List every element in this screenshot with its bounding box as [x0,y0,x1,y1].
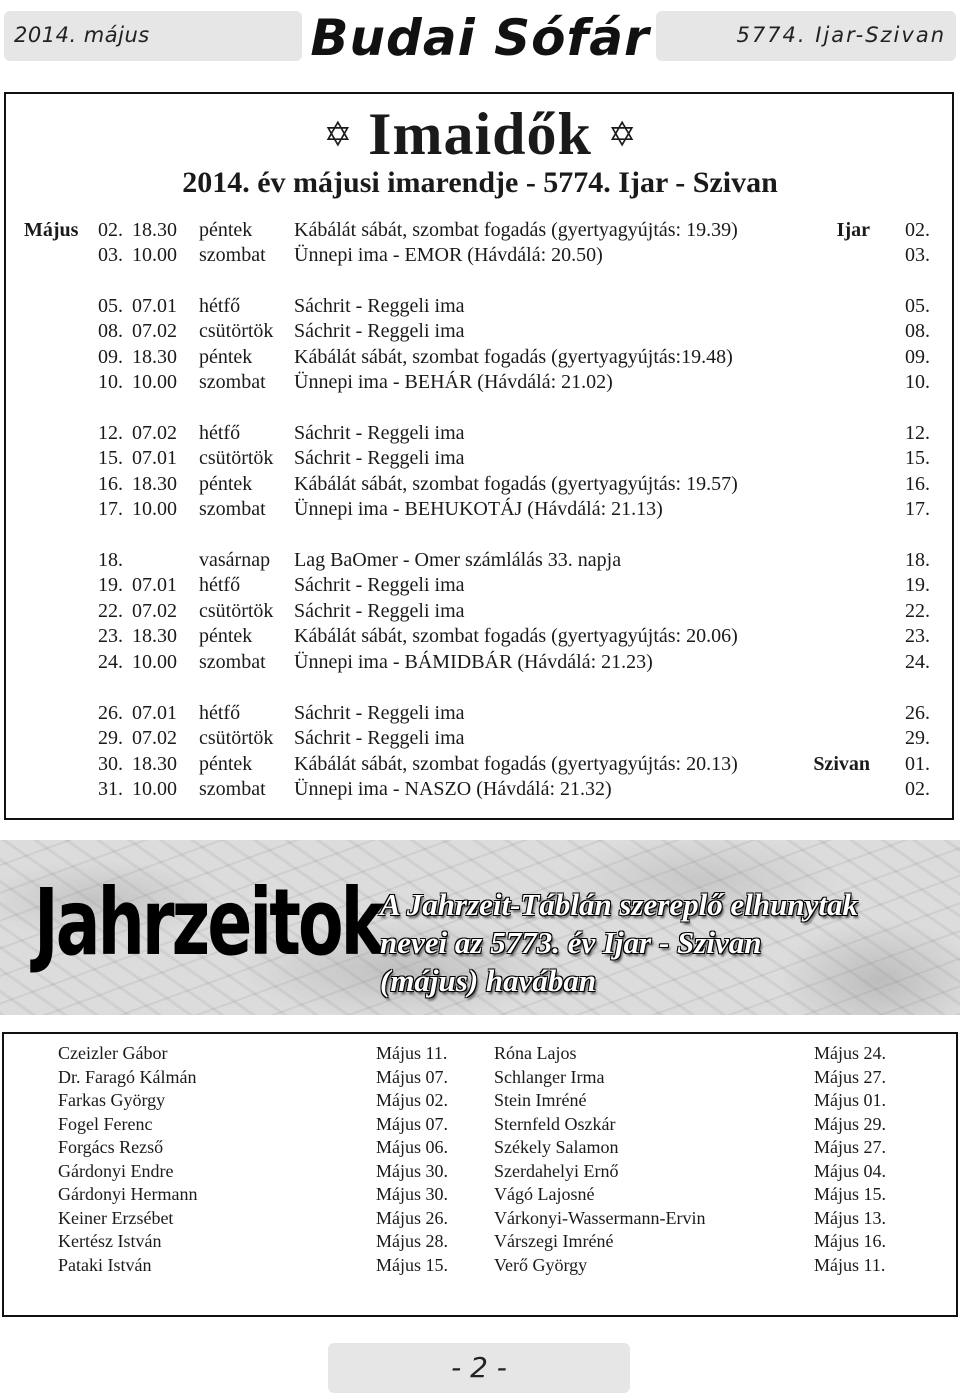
schedule-hmonth: Ijar [836,219,870,241]
schedule-desc: Sáchrit - Reggeli ima [294,295,465,317]
schedule-day: 03. [98,244,123,266]
schedule-dow: péntek [199,753,253,775]
schedule-time: 10.00 [132,651,177,673]
jahrzeit-name: Pataki István [58,1254,152,1275]
schedule-row [0,777,960,801]
schedule-dow: csütörtök [199,447,274,469]
schedule-time: 07.01 [132,295,177,317]
schedule-title [0,100,960,169]
jahrzeit-name: Sternfeld Oszkár [494,1113,616,1134]
schedule-time: 07.02 [132,727,177,749]
jahrzeit-subtitle-line: (május) havában [380,963,597,998]
header-date: 2014. május [14,23,150,47]
schedule-hday: 02. [905,219,930,241]
header-hebrew-date: 5774. Ijar-Szivan [736,23,946,47]
schedule-row [0,472,960,496]
schedule-row [0,294,960,318]
schedule-time: 18.30 [132,219,177,241]
schedule-hday: 18. [905,549,930,571]
jahrzeit-title: Jahrzeitok [34,869,382,976]
schedule-desc: Kábálát sábát, szombat fogadás (gyertyagyújtás: 20.13) [294,753,738,775]
schedule-desc: Ünnepi ima - BEHUKOTÁJ (Hávdálá: 21.13) [294,498,663,520]
schedule-dow: péntek [199,346,253,368]
schedule-row [0,421,960,445]
jahrzeit-date: Május 26. [376,1207,448,1228]
jahrzeit-date: Május 11. [814,1254,886,1275]
schedule-hday: 09. [905,346,930,368]
jahrzeit-date: Május 15. [814,1184,886,1204]
schedule-dow: péntek [199,473,253,495]
schedule-hday: 23. [905,625,930,647]
jahrzeit-date: Május 06. [376,1137,448,1157]
schedule-row [0,497,960,521]
schedule-row [0,650,960,674]
jahrzeit-name: Gárdonyi Endre [58,1160,174,1181]
schedule-time: 07.02 [132,320,177,342]
schedule-desc: Kábálát sábát, szombat fogadás (gyertyagyújtás: 19.57) [294,473,738,495]
schedule-desc: Kábálát sábát, szombat fogadás (gyertyagyújtás:19.48) [294,346,733,368]
schedule-dow: hétfő [199,574,241,596]
star-of-david-icon: ✡ [607,114,637,155]
schedule-time: 07.02 [132,422,177,444]
jahrzeit-name: Stein Imréné [494,1090,587,1110]
schedule-dow: vasárnap [199,549,271,571]
schedule-hday: 12. [905,422,930,444]
schedule-hday: 17. [905,498,930,520]
schedule-day: 17. [98,498,123,520]
schedule-row [0,624,960,648]
schedule-desc: Ünnepi ima - BEHÁR (Hávdálá: 21.02) [294,371,613,393]
schedule-time: 07.01 [132,702,177,724]
jahrzeit-name: Verő György [494,1254,588,1275]
jahrzeit-name: Róna Lajos [494,1043,577,1063]
schedule-hmonth: Szivan [813,753,870,775]
schedule-dow: szombat [199,498,266,520]
schedule-row [0,370,960,394]
schedule-hday: 10. [905,371,930,393]
jahrzeit-date: Május 29. [814,1113,886,1134]
jahrzeit-date: Május 28. [376,1231,448,1251]
schedule-day: 26. [98,702,123,724]
schedule-desc: Ünnepi ima - BÁMIDBÁR (Hávdálá: 21.23) [294,651,653,673]
schedule-day: 19. [98,574,123,596]
jahrzeit-date: Május 11. [376,1043,448,1063]
schedule-hday: 15. [905,447,930,469]
schedule-day: 15. [98,447,123,469]
schedule-day: 10. [98,371,123,393]
schedule-desc: Sáchrit - Reggeli ima [294,447,465,469]
schedule-row [0,345,960,369]
jahrzeit-date: Május 30. [376,1184,448,1204]
schedule-time: 10.00 [132,371,177,393]
jahrzeit-name: Várkonyi-Wassermann-Ervin [494,1207,706,1228]
schedule-time: 18.30 [132,753,177,775]
schedule-row [0,726,960,750]
schedule-dow: szombat [199,244,266,266]
jahrzeit-name: Vágó Lajosné [494,1184,595,1204]
jahrzeit-name: Szerdahelyi Ernő [494,1160,619,1181]
schedule-day: 18. [98,549,123,571]
schedule-hday: 19. [905,574,930,596]
schedule-dow: csütörtök [199,600,274,622]
schedule-desc: Sáchrit - Reggeli ima [294,600,465,622]
schedule-hday: 03. [905,244,930,266]
schedule-day: 02. [98,219,123,241]
page-number: - 2 - [451,1351,507,1384]
schedule-time: 10.00 [132,244,177,266]
jahrzeit-subtitle [380,886,950,1000]
jahrzeit-date: Május 01. [814,1090,886,1110]
jahrzeit-date: Május 30. [376,1160,448,1181]
schedule-hday: 26. [905,702,930,724]
schedule-time: 18.30 [132,473,177,495]
jahrzeit-date: Május 07. [376,1066,448,1087]
jahrzeit-name: Gárdonyi Hermann [58,1184,198,1204]
jahrzeit-name: Kertész István [58,1231,162,1251]
schedule-time: 10.00 [132,778,177,800]
schedule-desc: Kábálát sábát, szombat fogadás (gyertyagyújtás: 20.06) [294,625,738,647]
jahrzeit-name: Keiner Erzsébet [58,1207,174,1228]
schedule-row [0,319,960,343]
schedule-time: 07.02 [132,600,177,622]
jahrzeit-name: Forgács Rezső [58,1137,164,1157]
schedule-day: 29. [98,727,123,749]
schedule-time: 07.01 [132,574,177,596]
schedule-hday: 29. [905,727,930,749]
schedule-dow: szombat [199,778,266,800]
schedule-row [0,752,960,776]
jahrzeit-name: Fogel Ferenc [58,1113,153,1134]
schedule-day: 23. [98,625,123,647]
jahrzeit-date: Május 27. [814,1066,886,1087]
schedule-day: 30. [98,753,123,775]
schedule-dow: hétfő [199,295,241,317]
jahrzeit-date: Május 04. [814,1160,886,1181]
schedule-row [0,243,960,267]
jahrzeit-name: Farkas György [58,1090,166,1110]
schedule-desc: Sáchrit - Reggeli ima [294,702,465,724]
schedule-hday: 22. [905,600,930,622]
schedule-day: 12. [98,422,123,444]
schedule-row [0,599,960,623]
schedule-day: 24. [98,651,123,673]
jahrzeit-name: Várszegi Imréné [494,1231,614,1251]
schedule-hday: 16. [905,473,930,495]
jahrzeit-date: Május 16. [814,1231,886,1251]
schedule-row [0,218,960,242]
schedule-dow: szombat [199,651,266,673]
schedule-day: 31. [98,778,123,800]
schedule-dow: hétfő [199,702,241,724]
jahrzeit-date: Május 24. [814,1043,886,1063]
schedule-day: 22. [98,600,123,622]
masthead-title: Budai Sófár [310,9,650,67]
schedule-dow: hétfő [199,422,241,444]
jahrzeit-subtitle-line: A Jahrzeit-Táblán szereplő elhunytak [380,887,858,922]
jahrzeit-name: Székely Salamon [494,1137,619,1157]
schedule-day: 09. [98,346,123,368]
jahrzeit-date: Május 02. [376,1090,448,1110]
schedule-hday: 02. [905,778,930,800]
jahrzeit-date: Május 13. [814,1207,886,1228]
schedule-row [0,701,960,725]
jahrzeit-date: Május 07. [376,1113,448,1134]
schedule-row [0,548,960,572]
jahrzeit-name: Dr. Faragó Kálmán [58,1066,197,1087]
schedule-desc: Sáchrit - Reggeli ima [294,727,465,749]
schedule-day: 05. [98,295,123,317]
schedule-hday: 05. [905,295,930,317]
schedule-time: 10.00 [132,498,177,520]
jahrzeit-name: Czeizler Gábor [58,1043,168,1063]
schedule-time: 07.01 [132,447,177,469]
schedule-row [0,573,960,597]
schedule-desc: Lag BaOmer - Omer számlálás 33. napja [294,549,622,571]
schedule-title-text: Imaidők [368,101,592,167]
schedule-dow: szombat [199,371,266,393]
schedule-dow: péntek [199,219,253,241]
schedule-hday: 24. [905,651,930,673]
schedule-desc: Sáchrit - Reggeli ima [294,320,465,342]
schedule-subtitle: 2014. év májusi imarendje - 5774. Ijar - Szivan [182,166,778,199]
jahrzeit-date: Május 27. [814,1137,886,1157]
schedule-desc: Ünnepi ima - NASZO (Hávdálá: 21.32) [294,778,612,800]
schedule-desc: Kábálát sábát, szombat fogadás (gyertyagyújtás: 19.39) [294,219,738,241]
jahrzeit-date: Május 15. [376,1254,448,1275]
schedule-row [0,446,960,470]
page-number-box [328,1343,630,1393]
jahrzeit-subtitle-line: nevei az 5773. év Ijar - Szivan [380,925,762,960]
schedule-desc: Sáchrit - Reggeli ima [294,422,465,444]
star-of-david-icon: ✡ [323,114,353,155]
schedule-hday: 08. [905,320,930,342]
schedule-day: 08. [98,320,123,342]
schedule-month: Május [24,219,79,241]
schedule-dow: csütörtök [199,727,274,749]
schedule-dow: csütörtök [199,320,274,342]
schedule-hday: 01. [905,753,930,775]
jahrzeit-name: Schlanger Irma [494,1066,605,1087]
schedule-dow: péntek [199,625,253,647]
schedule-desc: Ünnepi ima - EMOR (Hávdálá: 20.50) [294,244,603,266]
schedule-desc: Sáchrit - Reggeli ima [294,574,465,596]
schedule-day: 16. [98,473,123,495]
schedule-time: 18.30 [132,625,177,647]
schedule-time: 18.30 [132,346,177,368]
